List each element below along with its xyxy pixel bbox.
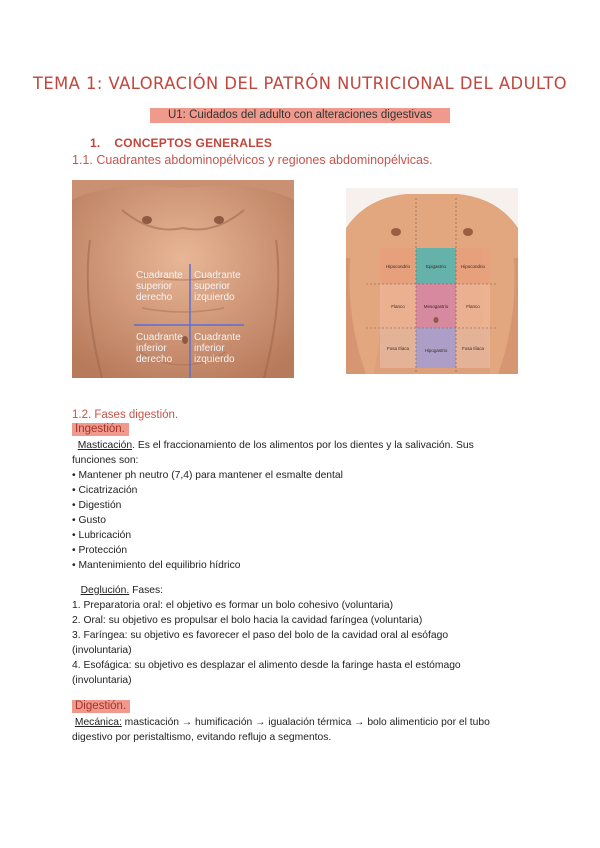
quadrants-illustration (72, 180, 294, 378)
region-label-8: Hipogastrio (424, 348, 448, 353)
list-item: • Mantener ph neutro (7,4) para mantener el esmalte dental (72, 470, 343, 481)
masticacion-term: Masticación (77, 440, 133, 451)
region-label-3: Hipocondrio (460, 264, 486, 269)
region-label-4: Flanco (391, 304, 405, 309)
list-item: • Digestión (72, 500, 122, 511)
deglucion-term: Deglución. (80, 585, 130, 596)
digestion-heading: Digestión. (72, 700, 130, 713)
deglucion-line (72, 583, 552, 598)
functions-list (72, 468, 552, 573)
quadrant-label-sup-der: Cuadrante superior derecho (136, 270, 183, 303)
mecanica-term: Mecánica: (74, 717, 122, 728)
region-label-2: Epigastrio (425, 264, 447, 269)
phase-line: 2. Oral: su objetivo es propulsar el bolo hacia la cavidad faríngea (voluntaria) (72, 615, 423, 626)
deglucion-paragraph (72, 583, 552, 688)
quadrant-label-sup-izq: Cuadrante superior izquierdo (194, 270, 241, 303)
phase-line: 1. Preparatoria oral: el objetivo es formar un bolo cohesivo (voluntaria) (72, 600, 394, 611)
list-item: • Protección (72, 545, 128, 556)
section-heading-1-2: 1.2. Fases digestión. (72, 409, 179, 421)
quadrants-figure (72, 180, 294, 378)
quadrant-label-inf-izq: Cuadrante inferior izquierdo (194, 332, 241, 365)
region-label-5: Mesogastrio (423, 304, 449, 309)
ingestion-heading: Ingestión. (72, 423, 129, 436)
section-heading-1-1: 1.1. Cuadrantes abdominopélvicos y regiones abdominopélvicas. (72, 153, 433, 167)
section-label: CONCEPTOS GENERALES (114, 136, 273, 150)
list-item: • Gusto (72, 515, 106, 526)
regions-figure (346, 188, 518, 374)
section-heading-1 (90, 136, 272, 150)
masticacion-text: . Es el fraccionamiento de los alimentos por los dientes y la salivación. Sus (132, 440, 474, 451)
section-number: 1. (90, 136, 101, 150)
phase-line: (involuntaria) (72, 645, 132, 656)
page-title: TEMA 1: VALORACIÓN DEL PATRÓN NUTRICIONAL DEL ADULTO (32, 74, 568, 94)
list-item: • Mantenimiento del equilibrio hídrico (72, 560, 241, 571)
unit-subtitle: U1: Cuidados del adulto con alteraciones digestivas (150, 108, 450, 123)
regions-illustration (346, 188, 518, 374)
list-item: • Cicatrización (72, 485, 138, 496)
region-label-6: Flanco (466, 304, 480, 309)
mecanica-line-2: digestivo por peristaltismo, evitando reflujo a segmentos. (72, 732, 332, 743)
region-label-1: Hipocondrio (385, 264, 411, 269)
masticacion-line (72, 438, 552, 453)
quadrant-label-inf-der: Cuadrante inferior derecho (136, 332, 183, 365)
region-label-9: Fosa Ilíaca (461, 346, 485, 351)
mecanica-text: masticación → humificación → igualación térmica → bolo alimenticio por el tubo (121, 717, 490, 728)
mecanica-paragraph (72, 715, 552, 745)
deglucion-text: Fases: (129, 585, 164, 596)
masticacion-paragraph (72, 438, 552, 573)
phase-line: (involuntaria) (72, 675, 132, 686)
list-item: • Lubricación (72, 530, 132, 541)
masticacion-line-2: funciones son: (72, 455, 139, 466)
phase-line: 3. Faríngea: su objetivo es favorecer el paso del bolo de la cavidad oral al esófago (72, 630, 449, 641)
mecanica-line (72, 715, 552, 730)
region-label-7: Fosa Ilíaca (386, 346, 410, 351)
phase-line: 4. Esofágica: su objetivo es desplazar el alimento desde la faringe hasta el estómago (72, 660, 461, 671)
